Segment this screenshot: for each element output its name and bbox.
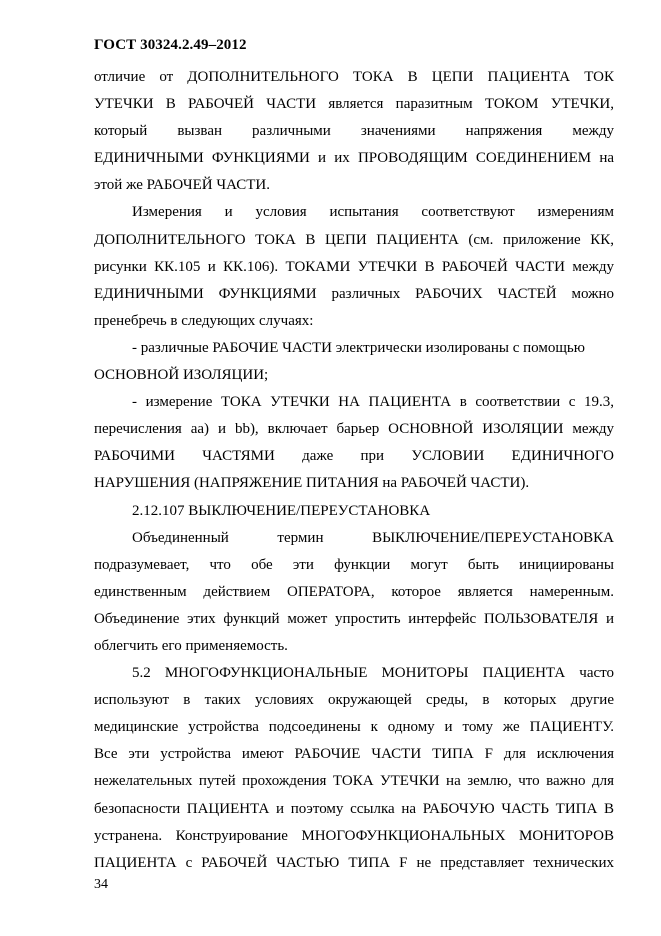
text-line: РАБОЧИМИ ЧАСТЯМИ даже при УСЛОВИИ ЕДИНИЧНОГО [94,448,614,465]
text-line: ДОПОЛНИТЕЛЬНОГО ТОКА В ЦЕПИ ПАЦИЕНТА (см. приложение КК, [94,231,614,248]
text-line: облегчить его применяемость. [94,637,288,654]
text-line: который вызван различными значениями напряжения между [94,123,614,140]
page-number: 34 [94,877,108,892]
text-line: ЕДИНИЧНЫМИ ФУНКЦИЯМИ различных РАБОЧИХ ЧАСТЕЙ можно [94,285,614,302]
text-line: Измерения и условия испытания соответствуют измерениям [132,204,614,221]
text-line: используют в таких условиях окружающей среды, в которых другие [94,692,614,709]
text-line: нежелательных путей прохождения ТОКА УТЕЧКИ на землю, что важно для [94,773,614,790]
text-line: НАРУШЕНИЯ (НАПРЯЖЕНИЕ ПИТАНИЯ на РАБОЧЕЙ ЧАСТИ). [94,475,530,492]
text-line: ОСНОВНОЙ ИЗОЛЯЦИИ; [94,367,269,384]
text-line: рисунки КК.105 и КК.106). ТОКАМИ УТЕЧКИ В РАБОЧЕЙ ЧАСТИ между [94,258,614,275]
text-line: УТЕЧКИ В РАБОЧЕЙ ЧАСТИ является паразитным ТОКОМ УТЕЧКИ, [94,96,614,113]
text-line: ПАЦИЕНТА с РАБОЧЕЙ ЧАСТЬЮ ТИПА F не представляет технических [94,854,614,871]
text-line: Все эти устройства имеют РАБОЧИЕ ЧАСТИ ТИПА F для исключения [94,746,614,763]
text-line: Объединенный термин ВЫКЛЮЧЕНИЕ/ПЕРЕУСТАНОВКА [132,529,614,546]
text-line: отличие от ДОПОЛНИТЕЛЬНОГО ТОКА В ЦЕПИ ПАЦИЕНТА ТОК [94,69,614,85]
standard-header: ГОСТ 30324.2.49–2012 [94,37,247,53]
text-line: - измерение ТОКА УТЕЧКИ НА ПАЦИЕНТА в соответствии с 19.3, [132,394,614,411]
section-heading: 2.12.107 ВЫКЛЮЧЕНИЕ/ПЕРЕУСТАНОВКА [132,502,431,519]
text-line: подразумевает, что обе эти функции могут быть инициированы [94,556,614,573]
text-line: 5.2 МНОГОФУНКЦИОНАЛЬНЫЕ МОНИТОРЫ ПАЦИЕНТА часто [132,665,614,682]
text-line: Объединение этих функций может упростить интерфейс ПОЛЬЗОВАТЕЛЯ и [94,610,614,627]
text-line: ЕДИНИЧНЫМИ ФУНКЦИЯМИ и их ПРОВОДЯЩИМ СОЕДИНЕНИЕМ на [94,150,614,167]
text-line: этой же РАБОЧЕЙ ЧАСТИ. [94,177,270,194]
text-line: устранена. Конструирование МНОГОФУНКЦИОНАЛЬНЫХ МОНИТОРОВ [94,827,614,844]
text-line: медицинские устройства подсоединены к одному и тому же ПАЦИЕНТУ. [94,719,614,736]
text-line: перечисления аа) и bb), включает барьер ОСНОВНОЙ ИЗОЛЯЦИИ между [94,421,614,438]
body-text [94,64,614,877]
text-line: единственным действием ОПЕРАТОРА, которое является намеренным. [94,583,614,600]
text-line: безопасности ПАЦИЕНТА и поэтому ссылка на РАБОЧУЮ ЧАСТЬ ТИПА В [94,800,614,817]
text-line: пренебречь в следующих случаях: [94,312,314,329]
text-line: - различные РАБОЧИЕ ЧАСТИ электрически изолированы с помощью [132,339,585,356]
